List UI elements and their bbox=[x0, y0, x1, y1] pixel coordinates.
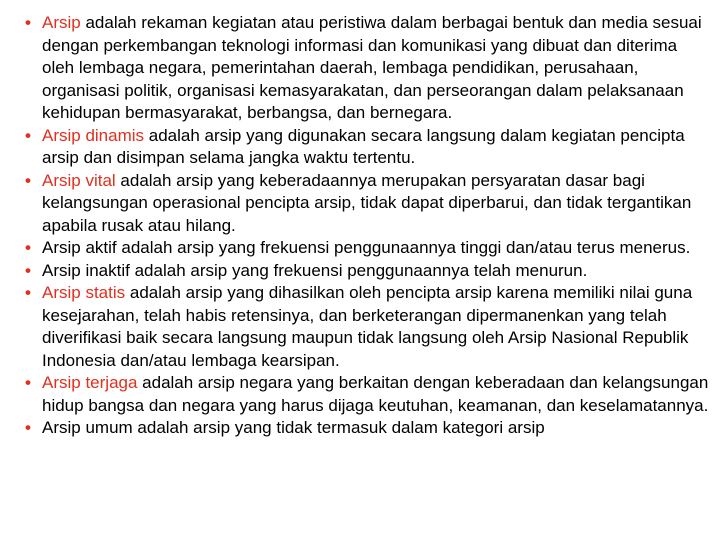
list-item bbox=[22, 260, 712, 283]
list-item bbox=[22, 282, 712, 372]
list-item bbox=[22, 372, 712, 417]
list-item bbox=[22, 417, 712, 440]
definition-text: adalah rekaman kegiatan atau peristiwa dalam berbagai bentuk dan media sesuai dengan perkembangan teknologi informasi dan komunikasi yang dibuat dan diterima oleh lembaga negara, pemerintahan daerah, lembaga pendidikan, perusahaan, organisasi politik, organisasi kemasyarakatan, dan perseorangan dalam pelaksanaan kehidupan bermasyarakat, berbangsa, dan bernegara. bbox=[42, 13, 702, 122]
list-item bbox=[22, 237, 712, 260]
term-label: Arsip inaktif bbox=[42, 260, 130, 280]
list-item bbox=[22, 12, 712, 125]
bullet-icon: • bbox=[25, 125, 31, 145]
bullet-icon: • bbox=[25, 283, 31, 302]
definition-text: adalah arsip yang keberadaannya merupakan persyaratan dasar bagi kelangsungan operasional pencipta arsip, tidak dapat diperbarui, dan tidak tergantikan apabila rusak atau hilang. bbox=[42, 170, 692, 235]
term-label: Arsip aktif bbox=[42, 238, 117, 257]
list-item bbox=[22, 125, 712, 170]
term-label: Arsip statis bbox=[42, 283, 126, 302]
term-label: Arsip terjaga bbox=[42, 373, 138, 392]
definition-text: adalah arsip negara yang berkaitan dengan keberadaan dan kelangsungan hidup bangsa dan negara yang harus dijaga keutuhan, keamanan, dan keselamatannya. bbox=[42, 373, 709, 415]
term-label: Arsip vital bbox=[42, 170, 116, 190]
bullet-icon: • bbox=[25, 418, 31, 437]
definition-text: adalah arsip yang frekuensi penggunaannya telah menurun. bbox=[129, 260, 588, 280]
definition-text: adalah arsip yang frekuensi penggunaannya tinggi dan/atau terus menerus. bbox=[116, 238, 691, 257]
bullet-icon: • bbox=[25, 238, 31, 257]
list-item bbox=[22, 170, 712, 238]
bullet-icon: • bbox=[25, 170, 31, 190]
bullet-icon: • bbox=[25, 373, 31, 392]
term-label: Arsip bbox=[42, 13, 81, 32]
term-label: Arsip umum bbox=[42, 418, 133, 437]
term-label: Arsip dinamis bbox=[42, 125, 145, 145]
definition-list bbox=[22, 12, 712, 440]
definition-text: adalah arsip yang digunakan secara langsung dalam kegiatan pencipta arsip dan disimpan selama jangka waktu tertentu. bbox=[42, 125, 685, 167]
bullet-icon: • bbox=[25, 13, 31, 32]
definition-text: adalah arsip yang dihasilkan oleh pencipta arsip karena memiliki nilai guna kesejarahan, telah habis retensinya, dan berketerangan dipermanenkan yang telah diverifikasi baik secara langsung maupun tidak langsung oleh Arsip Nasional Republik Indonesia dan/atau lembaga kearsipan. bbox=[42, 283, 693, 370]
definition-text: adalah arsip yang tidak termasuk dalam kategori arsip bbox=[132, 418, 545, 437]
bullet-icon: • bbox=[25, 260, 31, 280]
